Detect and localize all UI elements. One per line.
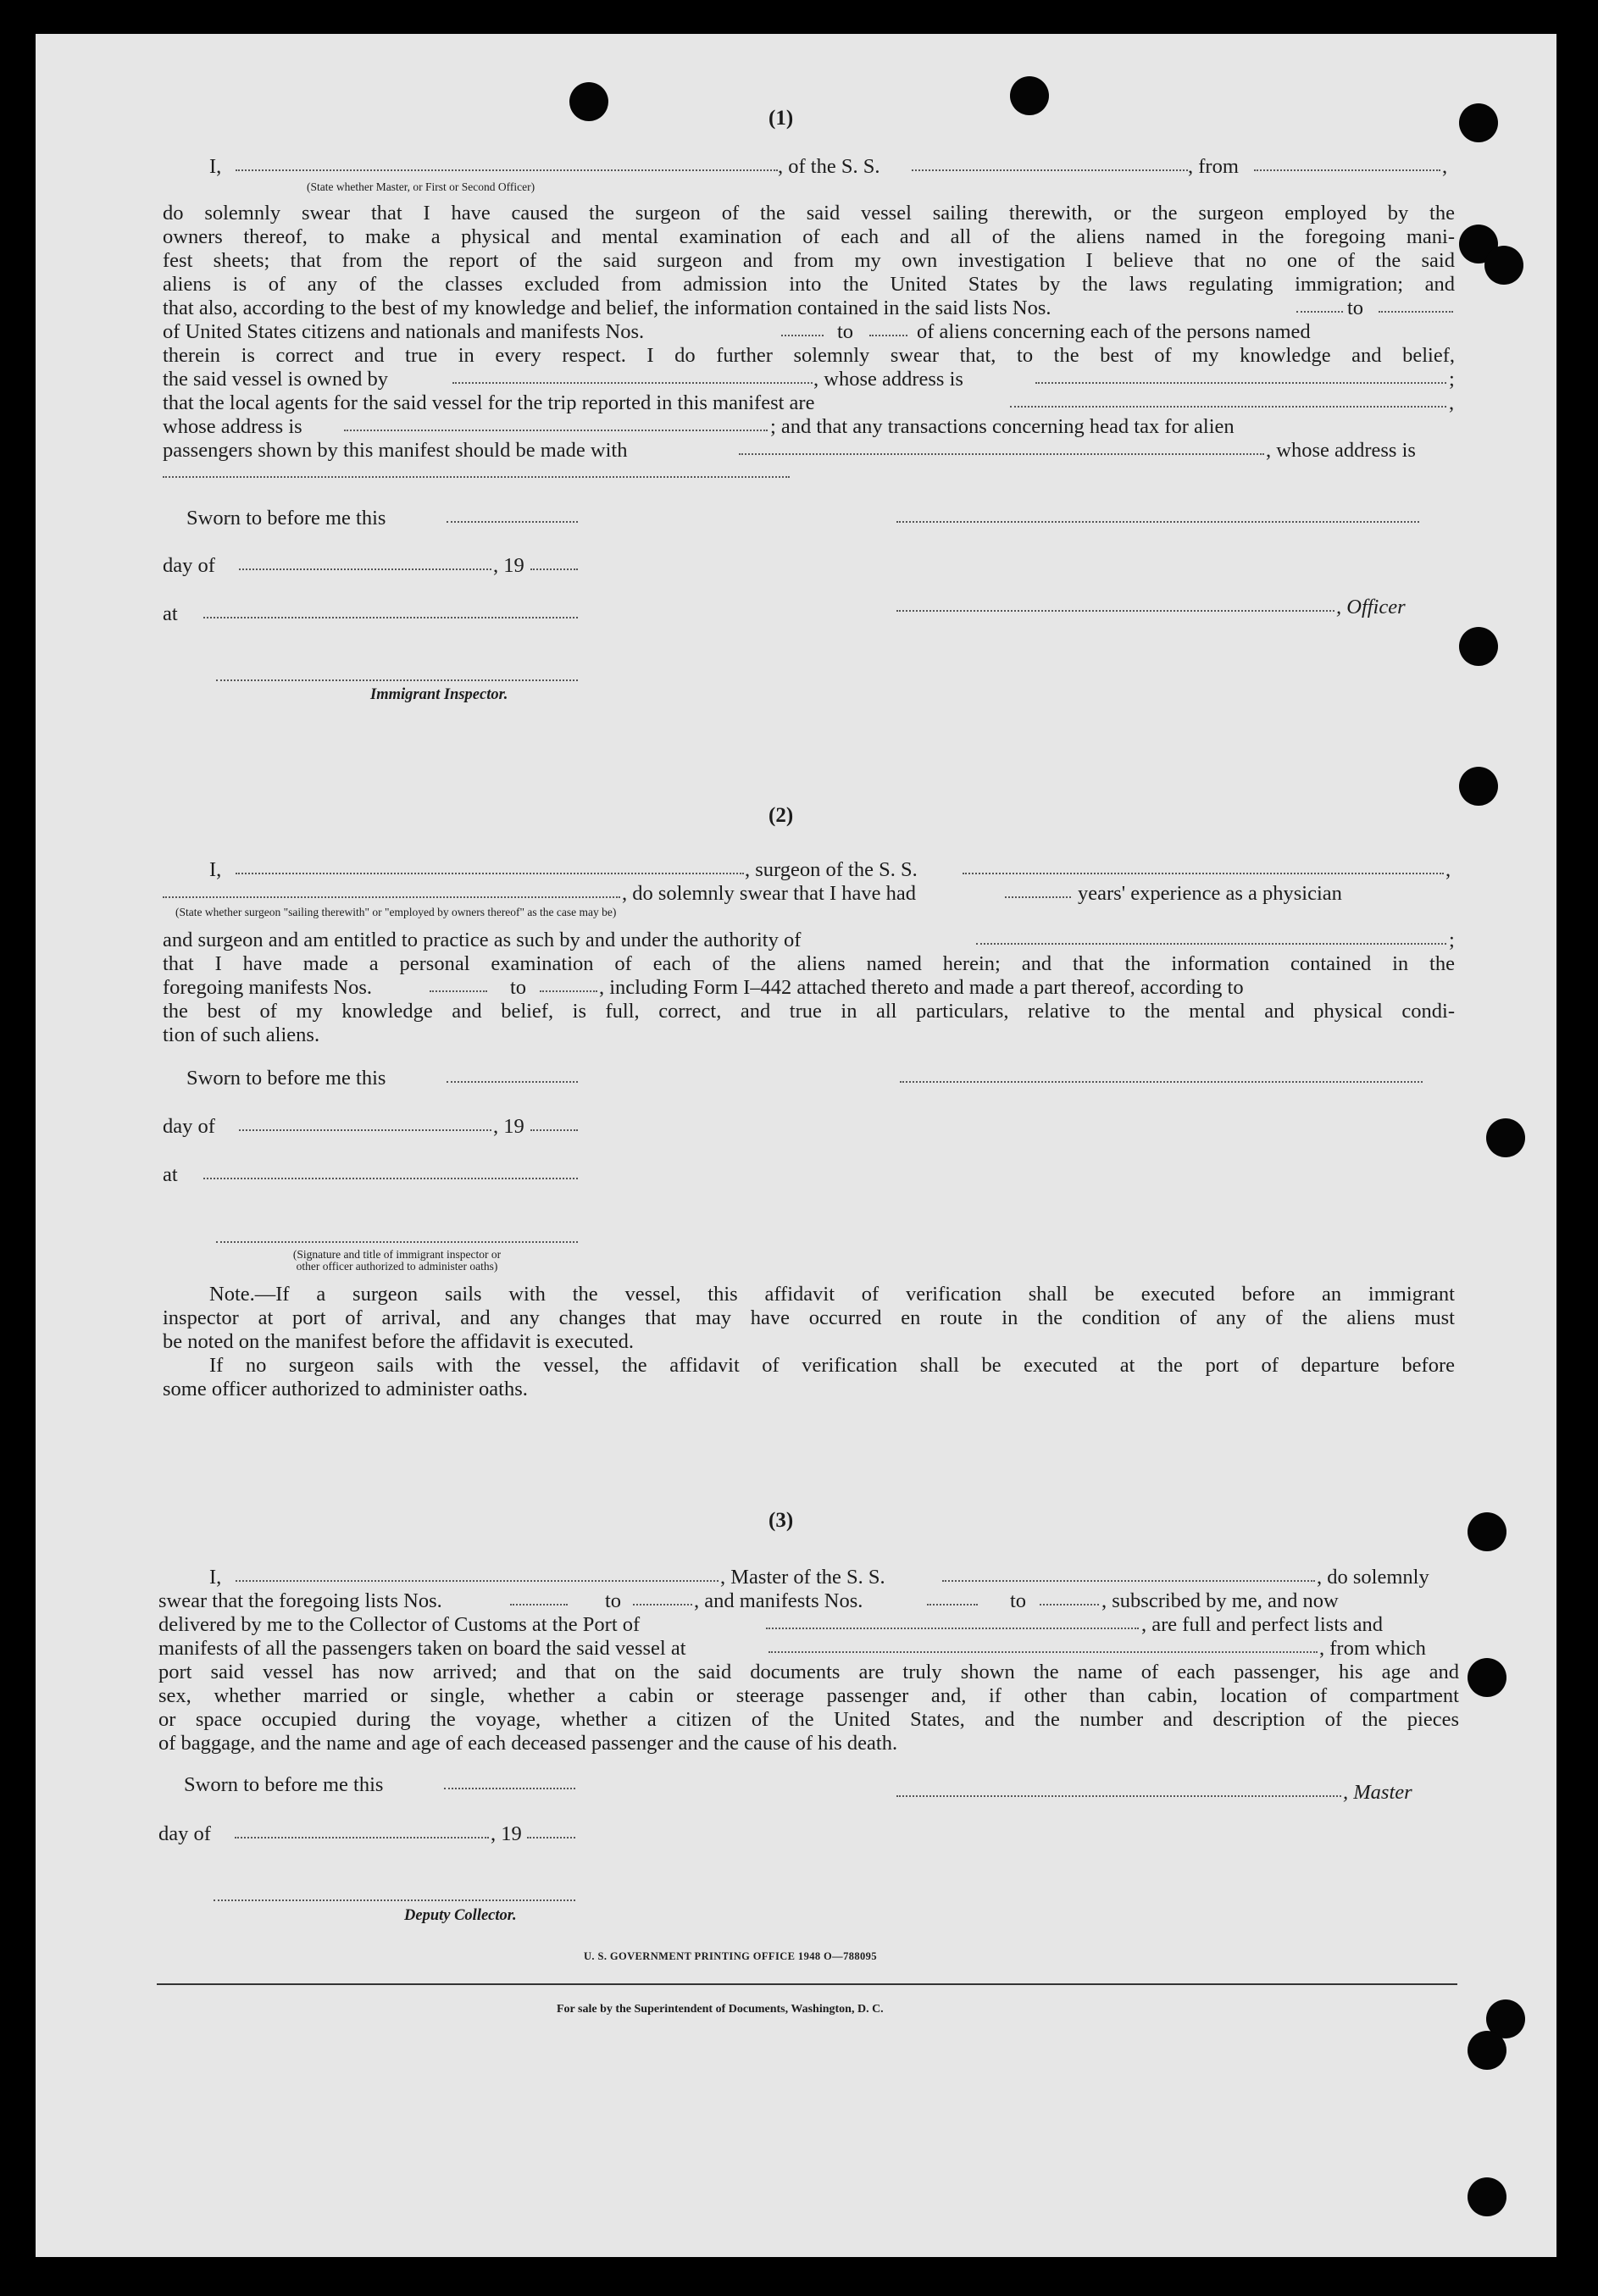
s2-signature-note-2: other officer authorized to administer oaths) [296,1260,498,1273]
s2-note-line-1: Note.—If a surgeon sails with the vessel, this affidavit of verification shall be executed before an immigrant [209,1283,1455,1306]
s3-swear-label: swear that the foregoing lists Nos. [158,1589,442,1612]
s2-manifests-to-blank[interactable] [540,990,597,992]
s1-body-line-6: of United States citizens and nationals and manifests Nos. [163,320,645,343]
s3-manifests-all: manifests of all the passengers taken on board the said vessel at [158,1637,686,1660]
s3-departure-port-blank[interactable] [768,1651,1318,1653]
s1-year-blank[interactable] [530,568,578,570]
s2-note-line-3: be noted on the manifest before the affidavit is executed. [163,1330,635,1353]
s3-master-of-label: , Master of the S. S. [720,1566,885,1589]
s2-body-line-1: that I have made a personal examination of each of the aliens named herein; and that the information contained in the [163,952,1455,975]
punch-hole-10 [1468,1658,1506,1697]
s1-made-with-address-blank[interactable] [163,476,790,478]
s1-I-label: I, [209,155,222,178]
s2-foregoing-label: foregoing manifests Nos. [163,976,372,999]
s1-lists-to: to [1347,297,1364,319]
s3-manifests-to-blank[interactable] [1040,1604,1099,1606]
punch-hole-9 [1468,1512,1506,1551]
s2-sworn-blank[interactable] [447,1081,578,1083]
s3-day-blank[interactable] [235,1837,489,1838]
s3-vessel-blank[interactable] [942,1580,1315,1582]
s2-year-label: , 19 [493,1115,524,1138]
s1-made-with: passengers shown by this manifest should be made with [163,439,628,462]
s1-from-label: , from [1188,155,1239,178]
s1-owner-semicolon: ; [1449,368,1455,391]
s1-owner-blank[interactable] [452,382,813,384]
s1-year-label: , 19 [493,554,524,577]
punch-hole-3 [1459,103,1498,142]
s3-lists-from-blank[interactable] [510,1604,568,1606]
s2-body-line-2: the best of my knowledge and belief, is full, correct, and true in all particulars, relative to the mental and physical condi- [163,1000,1455,1023]
s3-year-blank[interactable] [527,1837,575,1838]
s3-manifests-from-blank[interactable] [927,1604,978,1606]
punch-hole-12 [1468,2031,1506,2070]
s1-sworn-label: Sworn to before me this [186,507,386,530]
s1-signature-blank[interactable] [896,521,1419,523]
punch-hole-2 [1010,76,1049,115]
s3-subscribed: , subscribed by me, and now [1101,1589,1339,1612]
footer-rule [157,1983,1457,1985]
s1-line1-comma: , [1442,155,1448,178]
s3-full-perfect: , are full and perfect lists and [1141,1613,1384,1636]
s3-master-signature-blank[interactable] [896,1795,1341,1797]
punch-hole-6 [1459,627,1498,666]
s1-sworn-blank[interactable] [447,521,578,523]
section-1-number: (1) [768,107,794,130]
s1-lists-from-blank[interactable] [1296,311,1343,313]
s2-at-blank[interactable] [203,1178,578,1179]
s3-lists-to-blank[interactable] [633,1604,692,1606]
s2-surgeon-name-blank[interactable] [236,873,744,874]
s3-master-name-blank[interactable] [236,1580,719,1582]
s2-at-label: at [163,1163,178,1186]
s3-body-line-1: port said vessel has now arrived; and that on the said documents are truly shown the name of each passenger, his age and [158,1661,1459,1683]
s2-years-label: years' experience as a physician [1078,882,1342,905]
s1-lists-to-blank[interactable] [1379,311,1453,313]
s3-from-which: , from which [1319,1637,1426,1660]
s1-body-line-1: do solemnly swear that I have caused the surgeon of the said vessel sailing therewith, or the surgeon employed by the [163,202,1455,225]
s3-collector-signature-blank[interactable] [214,1899,575,1901]
s2-I-label: I, [209,858,222,881]
s1-agents-blank[interactable] [1010,406,1446,408]
s1-owned-by: the said vessel is owned by [163,368,389,391]
s3-deputy-label: Deputy Collector. [404,1907,517,1924]
s1-body-line-3: fest sheets; that from the report of the said surgeon and from my own investigation I believe that no one of the said [163,249,1455,272]
s2-solemnly-label: , do solemnly swear that I have had [622,882,916,905]
s3-body-line-4: of baggage, and the name and age of each deceased passenger and the cause of his death. [158,1732,898,1755]
s2-authority-blank[interactable] [976,943,1446,945]
s3-sworn-blank[interactable] [444,1788,575,1789]
s3-solemnly-label: , do solemnly [1317,1566,1429,1589]
s1-made-with-address-label: , whose address is [1266,439,1416,462]
s3-master-label: , Master [1343,1781,1412,1804]
s2-signature-note-1: (Signature and title of immigrant inspector or [292,1248,502,1261]
punch-hole-7 [1459,767,1498,806]
s2-day-blank[interactable] [239,1129,491,1131]
s2-including: , including Form I–442 attached thereto and made a part thereof, according to [599,976,1244,999]
s3-year-label: , 19 [491,1822,522,1845]
s1-vessel-label: , of the S. S. [778,155,880,178]
s1-from-blank[interactable] [1254,169,1440,171]
s2-surgeon-note: (State whether surgeon "sailing therewith" or "employed by owners thereof" as the case may be) [175,906,617,918]
s1-owner-address-label: , whose address is [813,368,963,391]
printing-office-imprint: U. S. GOVERNMENT PRINTING OFFICE 1948 O—788095 [584,1950,877,1962]
s1-head-tax: ; and that any transactions concerning head tax for alien [770,415,1235,438]
s2-manifests-from-blank[interactable] [430,990,487,992]
s3-body-line-3: or space occupied during the voyage, whether a citizen of the United States, and the number and description of the pieces [158,1708,1459,1731]
s1-agents-comma: , [1449,391,1455,414]
s1-agents: that the local agents for the said vessel for the trip reported in this manifest are [163,391,815,414]
s1-owner-address-blank[interactable] [1035,382,1446,384]
s2-manifests-to: to [510,976,527,999]
s2-line1-comma: , [1445,858,1451,881]
s2-note-line-5: some officer authorized to administer oaths. [163,1378,528,1400]
s1-body-line-5: that also, according to the best of my knowledge and belief, the information contained in the said lists Nos. [163,297,1051,319]
s3-and-manifests: , and manifests Nos. [694,1589,863,1612]
s3-lists-to: to [605,1589,622,1612]
section-3-number: (3) [768,1509,794,1532]
punch-hole-5 [1484,246,1523,285]
s1-manifests-from-blank[interactable] [781,335,824,336]
s1-manifests-to-blank[interactable] [869,335,907,336]
section-2-number: (2) [768,804,794,827]
s1-day-blank[interactable] [239,568,491,570]
s1-officer-label: , Officer [1336,596,1406,618]
s3-sworn-label: Sworn to before me this [184,1773,384,1796]
s1-body-line-7: therein is correct and true in every respect. I do further solemnly swear that, to the best of my knowledge and belief, [163,344,1455,367]
s1-of-aliens: of aliens concerning each of the persons named [917,320,1311,343]
s2-note-line-4: If no surgeon sails with the vessel, the affidavit of verification shall be executed at the port of departure before [209,1354,1455,1377]
s1-body-line-4: aliens is of any of the classes excluded from admission into the United States by the laws regulating immigration; and [163,273,1455,296]
s2-signature-blank[interactable] [900,1081,1423,1083]
for-sale-notice: For sale by the Superintendent of Documents, Washington, D. C. [557,2003,884,2016]
s3-day-of-label: day of [158,1822,211,1845]
s3-delivered: delivered by me to the Collector of Customs at the Port of [158,1613,641,1636]
s2-authority-semicolon: ; [1449,929,1455,951]
s3-body-line-2: sex, whether married or single, whether a cabin or steerage passenger and, if other than cabin, location of compartment [158,1684,1459,1707]
s1-inspector-label: Immigrant Inspector. [370,686,508,703]
s1-at-label: at [163,602,178,625]
s1-manifests-to: to [837,320,854,343]
s2-body-line-3: tion of such aliens. [163,1023,320,1046]
s1-vessel-blank[interactable] [912,169,1188,171]
s3-manifests-to: to [1010,1589,1027,1612]
s1-officer-note: (State whether Master, or First or Second Officer) [307,180,535,193]
s1-day-of-label: day of [163,554,215,577]
punch-hole-8 [1486,1118,1525,1157]
s1-agents-address-blank[interactable] [344,430,768,431]
s2-vessel-blank[interactable] [963,873,1444,874]
punch-hole-13 [1468,2177,1506,2216]
form-page [36,34,1556,2257]
s3-I-label: I, [209,1566,222,1589]
s2-sworn-label: Sworn to before me this [186,1067,386,1090]
s1-made-with-blank[interactable] [739,453,1264,455]
s1-agents-address-label: whose address is [163,415,302,438]
s2-surgeon-of-label: , surgeon of the S. S. [745,858,918,881]
s1-at-blank[interactable] [203,617,578,618]
s2-authority-label: and surgeon and am entitled to practice as such by and under the authority of [163,929,802,951]
s2-inspector-signature-blank[interactable] [216,1241,578,1243]
s2-day-of-label: day of [163,1115,215,1138]
punch-hole-1 [569,82,608,121]
s2-year-blank[interactable] [530,1129,578,1131]
s2-surgeon-type-blank[interactable] [163,896,620,898]
s1-officer-blank[interactable] [236,169,778,171]
s2-years-blank[interactable] [1005,896,1071,898]
s1-officer-signature-blank[interactable] [896,610,1334,612]
s3-port-blank[interactable] [766,1628,1139,1629]
s1-body-line-2: owners thereof, to make a physical and mental examination of each and all of the aliens named in the foregoing mani- [163,225,1455,248]
s2-note-line-2: inspector at port of arrival, and any changes that may have occurred en route in the condition of any of the aliens must [163,1306,1455,1329]
s1-inspector-signature-blank[interactable] [216,679,578,681]
